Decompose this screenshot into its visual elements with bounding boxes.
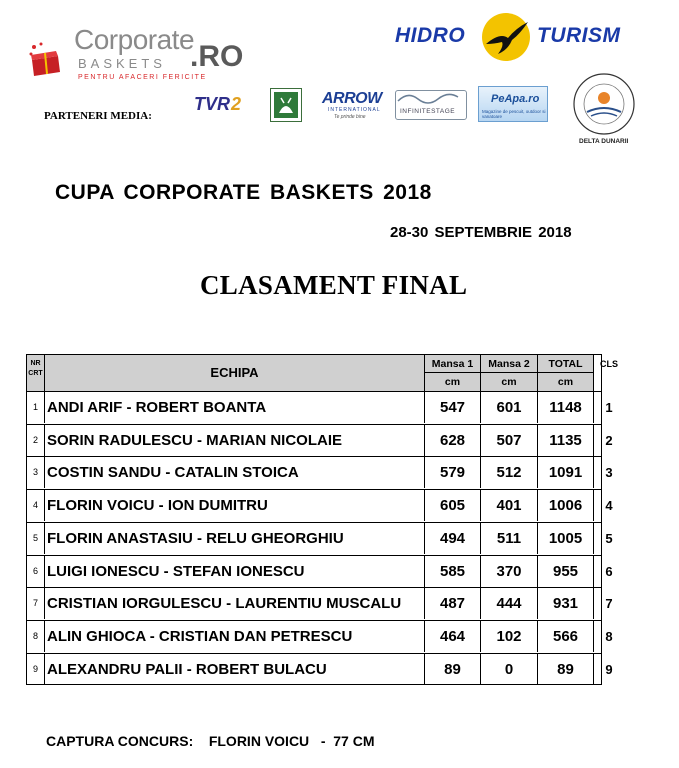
row-round2: 512 [481, 457, 538, 488]
header-nr-bottom: CRT [28, 370, 43, 377]
wave-icon [396, 91, 466, 107]
row-total: 566 [538, 621, 594, 652]
row-nr: 4 [27, 490, 45, 521]
arrow-tagline: Te prinde bine [334, 114, 366, 120]
row-team: ALIN GHIOCA - CRISTIAN DAN PETRESCU [45, 621, 425, 652]
biggest-catch [46, 733, 375, 749]
cb-ro-text: .RO [190, 40, 244, 73]
header-round1 [425, 355, 481, 391]
standings-heading: CLASAMENT FINAL [200, 270, 468, 300]
row-round2: 511 [481, 523, 538, 554]
header-round2-label: Mansa 2 [488, 358, 530, 370]
row-team: ALEXANDRU PALII - ROBERT BULACU [45, 654, 425, 685]
row-team: LUIGI IONESCU - STEFAN IONESCU [45, 556, 425, 587]
row-round2: 0 [481, 654, 538, 685]
table-row [27, 653, 613, 685]
row-round1: 487 [425, 588, 481, 619]
row-round1: 605 [425, 490, 481, 521]
hidro-turism-logo [395, 12, 635, 60]
row-team: CRISTIAN IORGULESCU - LAURENTIU MUSCALU [45, 588, 425, 619]
cb-brand-line2 [78, 40, 244, 73]
row-nr: 2 [27, 425, 45, 456]
row-rank: 9 [605, 661, 613, 677]
header-total-unit: cm [557, 376, 574, 388]
header-nr-top: NR [30, 360, 41, 367]
event-title: CUPA CORPORATE BASKETS 2018 [55, 181, 432, 204]
row-total: 1091 [538, 457, 594, 488]
row-round1: 89 [425, 654, 481, 685]
tvr2-logo [194, 92, 250, 116]
arrow-text: ARROW [322, 90, 382, 107]
row-rank: 6 [605, 563, 613, 579]
row-team: ANDI ARIF - ROBERT BOANTA [45, 392, 425, 423]
row-round1: 547 [425, 392, 481, 423]
media-partners-label: PARTENERI MEDIA: [44, 110, 152, 122]
delta-seal-icon [565, 68, 643, 138]
header-team: ECHIPA [45, 355, 425, 391]
row-nr: 7 [27, 588, 45, 619]
row-rank: 2 [605, 432, 613, 448]
cb-baskets-text: BASKETS [78, 56, 166, 71]
biggest-catch-label: CAPTURA CONCURS: [46, 733, 194, 749]
row-round2: 444 [481, 588, 538, 619]
cb-brand-line1: Corporate [74, 24, 195, 55]
table-header [27, 355, 618, 391]
header-round1-unit: cm [444, 376, 461, 388]
row-round2: 102 [481, 621, 538, 652]
table-row [27, 522, 613, 554]
header-round1-label: Mansa 1 [431, 358, 474, 370]
row-nr: 8 [27, 621, 45, 652]
row-nr: 3 [27, 457, 45, 488]
header-nr [27, 355, 45, 391]
peapa-logo [478, 86, 548, 122]
table-row [27, 620, 613, 652]
row-round1: 464 [425, 621, 481, 652]
cb-tagline: PENTRU AFACERI FERICITE [78, 74, 207, 81]
row-team: SORIN RADULESCU - MARIAN NICOLAIE [45, 425, 425, 456]
header-round2-unit: cm [501, 376, 517, 388]
infinite-stage-logo [395, 90, 467, 120]
tvr-number: 2 [231, 94, 242, 114]
header-total-label: TOTAL [548, 358, 583, 370]
row-total: 1148 [538, 392, 594, 423]
row-round2: 601 [481, 392, 538, 423]
row-total: 1006 [538, 490, 594, 521]
delta-emblem-logo [270, 88, 302, 122]
row-team: COSTIN SANDU - CATALIN STOICA [45, 457, 425, 488]
row-total: 931 [538, 588, 594, 619]
row-rank: 4 [605, 498, 613, 514]
row-round1: 494 [425, 523, 481, 554]
row-total: 955 [538, 556, 594, 587]
table-row [27, 391, 613, 423]
row-nr: 5 [27, 523, 45, 554]
event-dates: 28-30 SEPTEMBRIE 2018 [390, 224, 572, 241]
row-round2: 507 [481, 425, 538, 456]
row-round1: 579 [425, 457, 481, 488]
row-total: 89 [538, 654, 594, 685]
row-rank: 1 [605, 400, 613, 415]
biggest-catch-value: FLORIN VOICU - 77 CM [208, 733, 375, 749]
header-rank: CLS [600, 359, 618, 369]
row-team: FLORIN VOICU - ION DUMITRU [45, 490, 425, 521]
header-round2 [481, 355, 538, 391]
row-total: 1005 [538, 523, 594, 554]
row-rank: 8 [605, 628, 613, 644]
row-round1: 628 [425, 425, 481, 456]
turism-text: TURISM [537, 24, 621, 47]
delta-dunarii-seal [565, 68, 643, 148]
row-nr: 9 [27, 654, 45, 685]
infinite-stage-text: INFINITESTAGE [400, 108, 456, 115]
header-total [538, 355, 594, 391]
gift-box-icon [28, 42, 62, 78]
sun-bird-icon [478, 10, 534, 64]
row-total: 1135 [538, 425, 594, 456]
row-round2: 370 [481, 556, 538, 587]
row-rank: 7 [605, 596, 613, 612]
arrow-subtext: INTERNATIONAL [328, 107, 381, 113]
row-nr: 6 [27, 556, 45, 587]
standings-table [26, 354, 618, 685]
tvr-text: TVR [194, 94, 230, 114]
row-team: FLORIN ANASTASIU - RELU GHEORGHIU [45, 523, 425, 554]
row-round1: 585 [425, 556, 481, 587]
table-row [27, 424, 613, 456]
arrow-international-logo [320, 90, 384, 122]
peapa-text: PeApa.ro [491, 93, 540, 105]
deer-icon [271, 89, 301, 121]
corporate-baskets-logo [26, 22, 244, 92]
table-row [27, 489, 613, 521]
table-row [27, 555, 613, 587]
table-row [27, 587, 613, 619]
row-nr: 1 [27, 392, 45, 423]
delta-dunarii-text: DELTA DUNARII [579, 138, 629, 145]
hidro-text: HIDRO [395, 24, 466, 47]
row-rank: 3 [605, 465, 613, 481]
row-rank: 5 [605, 530, 613, 546]
row-round2: 401 [481, 490, 538, 521]
peapa-subtext: Magazine de pescuit, outdoor si vanatoare [482, 109, 546, 119]
table-row [27, 456, 613, 488]
